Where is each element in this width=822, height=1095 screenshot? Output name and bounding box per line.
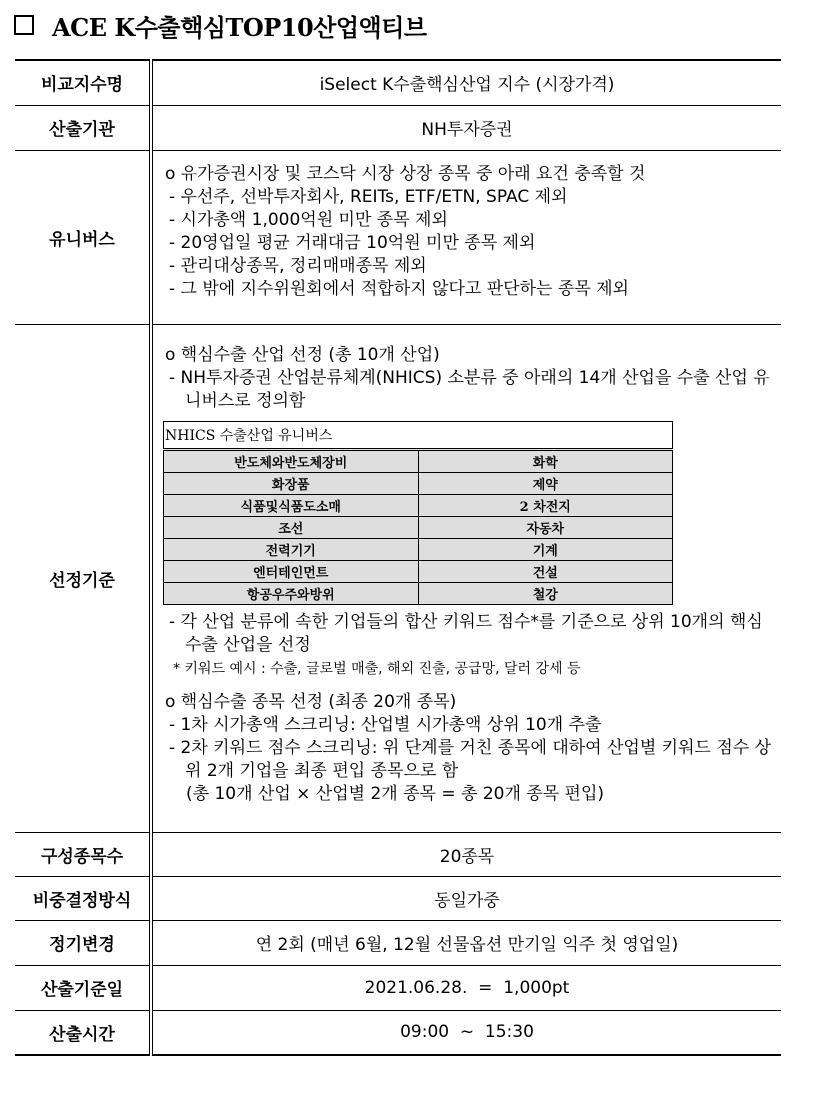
row-selection: [15, 324, 781, 832]
nhics-table-header: NHICS 수출산업 유니버스: [164, 421, 673, 449]
index-name-value: iSelect K수출핵심산업 지수 (시장가격): [151, 60, 781, 105]
nhics-cell: 2 차전지: [418, 494, 673, 516]
nhics-cell: 엔터테인먼트: [164, 560, 419, 582]
nhics-cell: 항공우주와방위: [164, 582, 419, 604]
nhics-cell: 건설: [418, 560, 673, 582]
base-date-label: 산출기준일: [15, 965, 151, 1010]
selection-keyword-desc: - 각 산업 분류에 속한 기업들의 합산 키워드 점수*를 기준으로 상위 10개의 핵심수출 산업을 선정: [169, 611, 763, 655]
nhics-cell: 자동차: [418, 516, 673, 538]
universe-item: - 우선주, 선박투자회사, REITs, ETF/ETN, SPAC 제외: [169, 186, 568, 207]
nhics-cell: 식품및식품도소매: [164, 494, 419, 516]
selection-label: 선정기준: [15, 324, 151, 832]
nhics-cell: 반도체와반도체장비: [164, 449, 419, 472]
selection-keyword-note: * 키워드 예시 : 수출, 글로벌 매출, 해외 진출, 공급망, 달러 강세 등: [173, 660, 581, 677]
nhics-cell: 기계: [418, 538, 673, 560]
nhics-row: [164, 560, 673, 582]
row-index-name: [15, 60, 781, 105]
row-calc-agent: [15, 105, 781, 150]
universe-item: - 20영업일 평균 거래대금 10억원 미만 종목 제외: [169, 232, 536, 253]
row-rebalance: [15, 920, 781, 965]
fund-info-table: [15, 59, 781, 1056]
index-name-label: 비교지수명: [15, 60, 151, 105]
nhics-cell: 화장품: [164, 472, 419, 494]
universe-item: - 그 밖에 지수위원회에서 적합하지 않다고 판단하는 종목 제외: [169, 278, 629, 299]
row-universe: [15, 150, 781, 324]
calc-agent-value: NH투자증권: [151, 105, 781, 150]
page-title-row: [14, 8, 427, 42]
page-title: ACE K수출핵심TOP10산업액티브: [52, 12, 427, 42]
nhics-row: [164, 472, 673, 494]
nhics-row: [164, 449, 673, 472]
nhics-universe-table: [163, 421, 673, 605]
universe-content: [151, 150, 781, 324]
nhics-row: [164, 494, 673, 516]
nhics-cell: 철강: [418, 582, 673, 604]
selection-head-stock: o 핵심수출 종목 선정 (최종 20개 종목): [165, 691, 457, 712]
calc-time-value: 09:00 ~ 15:30: [151, 1010, 781, 1055]
selection-content: [151, 324, 781, 832]
nhics-cell: 제약: [418, 472, 673, 494]
row-constituents: [15, 832, 781, 876]
rebalance-value: 연 2회 (매년 6월, 12월 선물옵션 만기일 익주 첫 영업일): [151, 920, 781, 965]
row-weighting: [15, 876, 781, 920]
checkbox-icon: [14, 15, 34, 35]
row-calc-time: [15, 1010, 781, 1055]
selection-industry-desc: - NH투자증권 산업분류체계(NHICS) 소분류 중 아래의 14개 산업을 수출 산업 유니버스로 정의함: [169, 367, 770, 411]
constituents-value: 20종목: [151, 832, 781, 876]
selection-head-industry: o 핵심수출 산업 선정 (총 10개 산업): [165, 344, 440, 365]
selection-step2: - 2차 키워드 점수 스크리닝: 위 단계를 거친 종목에 대하여 산업별 키워드 점수 상위 2개 기업을 최종 편입 종목으로 함: [169, 737, 772, 781]
nhics-cell: 전력기기: [164, 538, 419, 560]
universe-item: - 관리대상종목, 정리매매종목 제외: [169, 255, 427, 276]
weighting-value: 동일가중: [151, 876, 781, 920]
nhics-row: [164, 516, 673, 538]
rebalance-label: 정기변경: [15, 920, 151, 965]
universe-head: o 유가증권시장 및 코스닥 시장 상장 종목 중 아래 요건 충족할 것: [165, 163, 646, 184]
weighting-label: 비중결정방식: [15, 876, 151, 920]
constituents-label: 구성종목수: [15, 832, 151, 876]
universe-item: - 시가총액 1,000억원 미만 종목 제외: [169, 209, 448, 230]
selection-summary: (총 10개 산업 × 산업별 2개 종목 = 총 20개 종목 편입): [186, 783, 605, 804]
calc-agent-label: 산출기관: [15, 105, 151, 150]
calc-time-label: 산출시간: [15, 1010, 151, 1055]
row-base-date: [15, 965, 781, 1010]
nhics-cell: 조선: [164, 516, 419, 538]
nhics-cell: 화학: [418, 449, 673, 472]
nhics-row: [164, 582, 673, 604]
selection-step1: - 1차 시가총액 스크리닝: 산업별 시가총액 상위 10개 추출: [169, 714, 602, 735]
base-date-value: 2021.06.28. = 1,000pt: [151, 965, 781, 1010]
nhics-row: [164, 538, 673, 560]
universe-label: 유니버스: [15, 150, 151, 324]
